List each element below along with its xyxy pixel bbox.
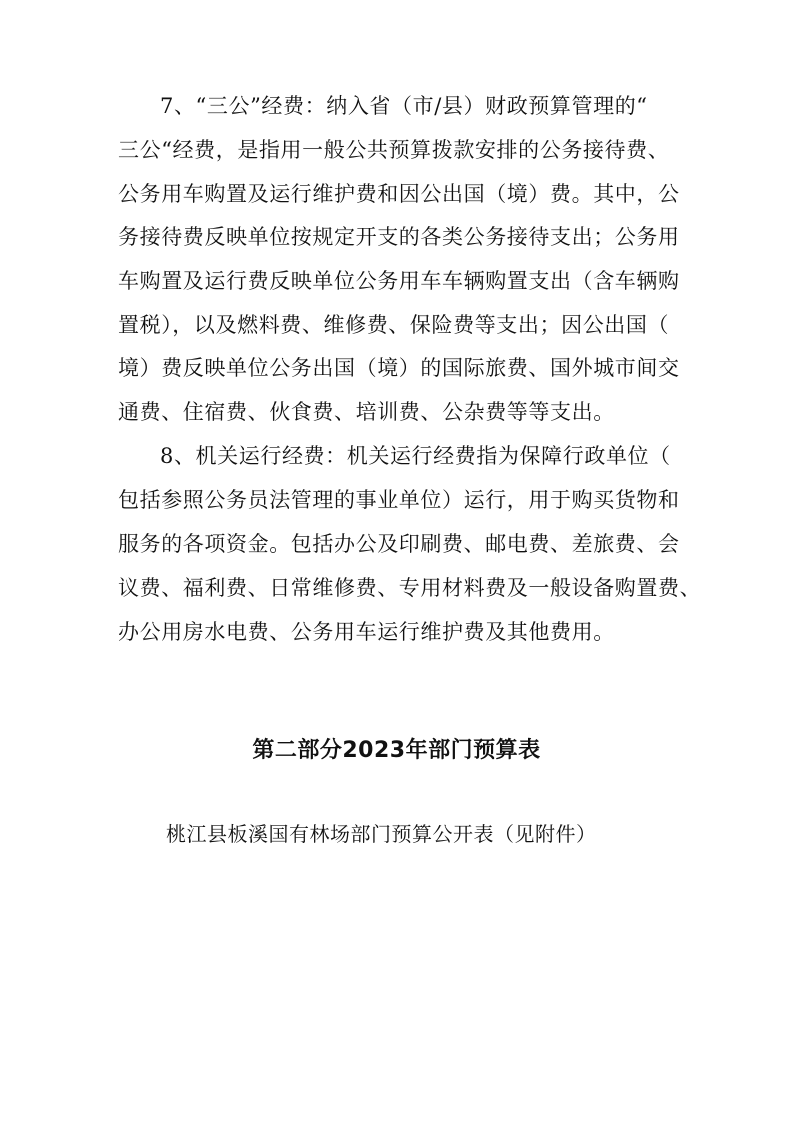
paragraph-line: 境）费反映单位公务出国（境）的国际旅费、国外城市间交 [118, 356, 680, 380]
paragraph-line: 7、“三公”经费：纳入省（市/县）财政预算管理的“ [160, 94, 648, 118]
paragraph-line: 议费、福利费、日常维修费、专用材料费及一般设备购置费、 [118, 576, 702, 600]
paragraph-line: 服务的各项资金。包括办公及印刷费、邮电费、差旅费、会 [118, 532, 680, 556]
paragraph-line: 通费、住宿费、伙食费、培训费、公杂费等等支出。 [118, 400, 615, 424]
paragraph-line: 8、机关运行经费：机关运行经费指为保障行政单位（ [160, 444, 671, 468]
paragraph-line: 车购置及运行费反映单位公务用车车辆购置支出（含车辆购 [118, 269, 680, 293]
paragraph-line: 三公“经费，是指用一般公共预算拨款安排的公务接待费、 [118, 138, 670, 162]
part-two-title: 第二部分2023年部门预算表 [252, 738, 541, 763]
paragraph-line: 包括参照公务员法管理的事业单位）运行，用于购买货物和 [118, 488, 680, 512]
paragraph-line: 置税），以及燃料费、维修费、保险费等支出；因公出国（ [118, 313, 670, 337]
attachment-note: 桃江县板溪国有林场部门预算公开表（见附件） [166, 822, 597, 846]
paragraph-line: 务接待费反映单位按规定开支的各类公务接待支出；公务用 [118, 225, 680, 249]
paragraph-line: 公务用车购置及运行维护费和因公出国（境）费。其中，公 [118, 182, 680, 206]
paragraph-line: 办公用房水电费、公务用车运行维护费及其他费用。 [118, 620, 615, 644]
